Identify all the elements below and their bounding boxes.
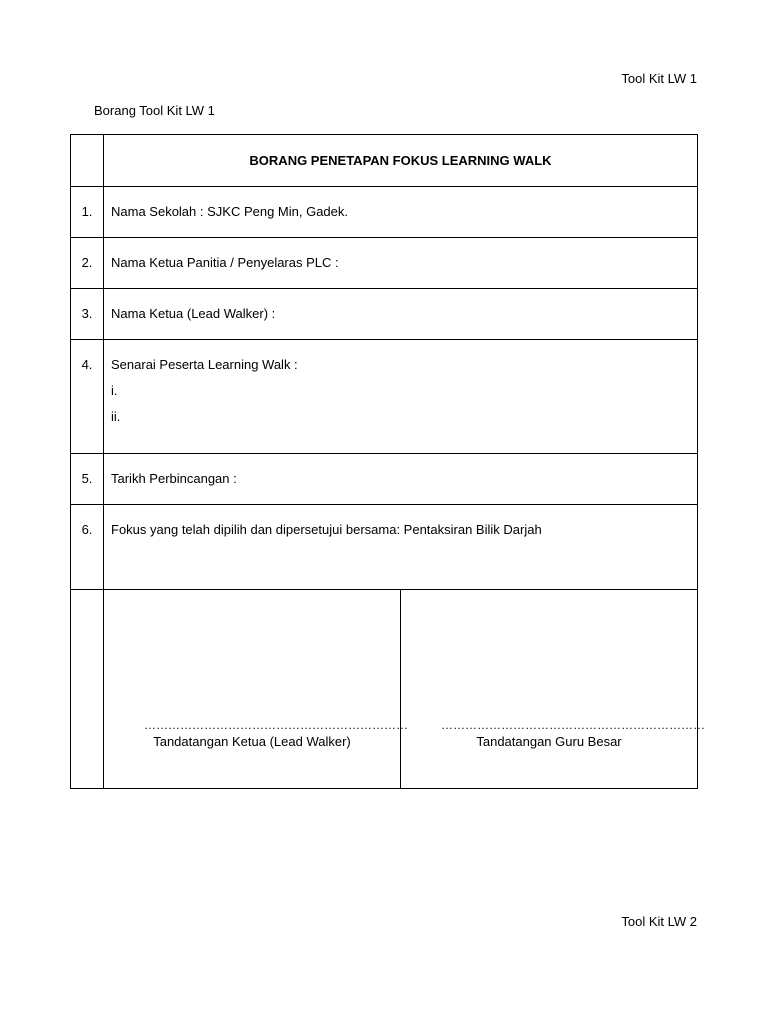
headmaster-signature-line: …………………………………………………………	[441, 718, 705, 732]
form-row-participants	[71, 340, 698, 454]
row-number	[71, 454, 104, 505]
tool-kit-label-top: Tool Kit LW 1	[621, 71, 697, 86]
participant-item-2: ii.	[111, 409, 121, 424]
form-title: BORANG PENETAPAN FOKUS LEARNING WALK	[104, 135, 698, 187]
row-content	[104, 289, 698, 340]
panel-head-field: Nama Ketua Panitia / Penyelaras PLC :	[111, 255, 339, 270]
lead-walker-field: Nama Ketua (Lead Walker) :	[111, 306, 276, 321]
discussion-date-field: Tarikh Perbincangan :	[111, 471, 237, 486]
row-number	[71, 340, 104, 454]
signature-table	[104, 590, 705, 788]
signature-number-cell	[71, 590, 104, 789]
headmaster-signature-block	[401, 718, 705, 750]
row-number-text: 4.	[81, 357, 93, 372]
row-number	[71, 505, 104, 590]
row-content	[104, 505, 698, 590]
header-number-cell	[71, 135, 104, 187]
row-content	[104, 187, 698, 238]
lead-walker-signature-box	[104, 590, 408, 788]
lead-walker-signature-block	[104, 718, 408, 750]
form-row-discussion-date	[71, 454, 698, 505]
row-number	[71, 187, 104, 238]
row-number-text: 1.	[81, 204, 93, 219]
focus-field: Fokus yang telah dipilih dan dipersetujui bersama: Pentaksiran Bilik Darjah	[111, 522, 542, 537]
headmaster-signature-label: Tandatangan Guru Besar	[476, 734, 622, 749]
signature-row	[71, 590, 698, 789]
form-row-focus	[71, 505, 698, 590]
row-number	[71, 238, 104, 289]
school-name-field: Nama Sekolah : SJKC Peng Min, Gadek.	[111, 204, 349, 219]
tool-kit-label-bottom: Tool Kit LW 2	[621, 914, 697, 929]
learning-walk-form-table	[70, 134, 705, 789]
row-content	[104, 238, 698, 289]
row-number-text: 3.	[81, 306, 93, 321]
row-content	[104, 340, 698, 454]
row-number-text: 2.	[81, 255, 93, 270]
row-number-text: 6.	[81, 522, 93, 537]
row-number	[71, 289, 104, 340]
form-row-school-name	[71, 187, 698, 238]
form-row-panel-head	[71, 238, 698, 289]
borang-title: Borang Tool Kit LW 1	[94, 103, 215, 118]
form-header-row	[71, 135, 698, 187]
row-number-text: 5.	[81, 471, 93, 486]
participants-field: Senarai Peserta Learning Walk :	[111, 357, 298, 372]
lead-walker-signature-label: Tandatangan Ketua (Lead Walker)	[153, 734, 351, 749]
headmaster-signature-box	[401, 590, 705, 788]
row-content	[104, 454, 698, 505]
participant-item-1: i.	[111, 383, 118, 398]
form-row-lead-walker	[71, 289, 698, 340]
lead-walker-signature-line: …………………………………………………………	[144, 718, 408, 732]
signature-cell	[104, 590, 705, 789]
